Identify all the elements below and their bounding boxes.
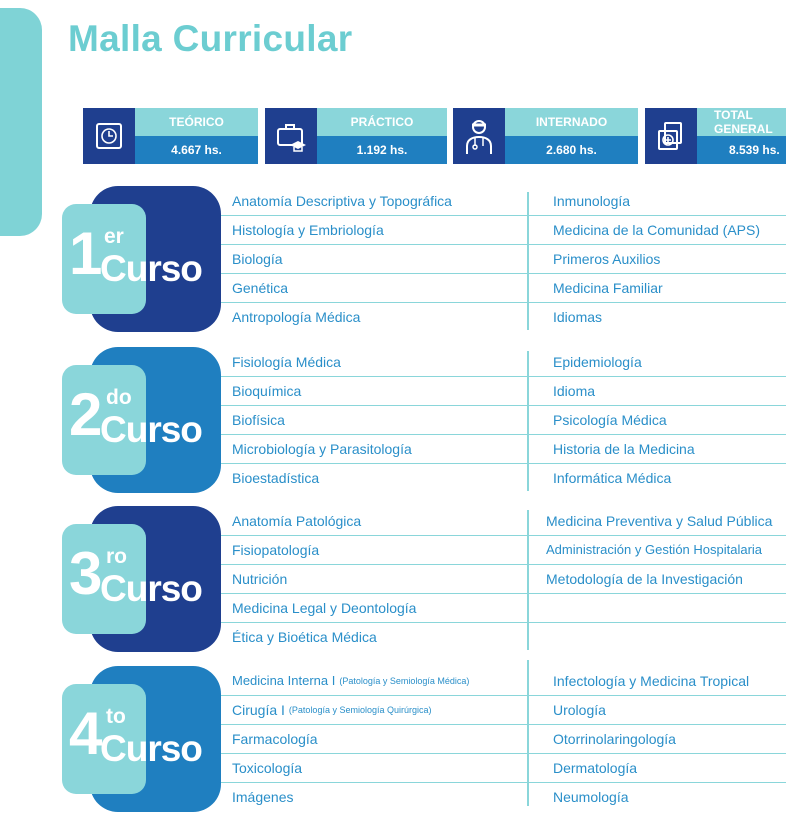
subject-left: Biología — [232, 250, 283, 267]
subject-right: Idioma — [553, 382, 596, 399]
course-label: Curso — [100, 568, 202, 609]
subject-right: Urología — [553, 701, 606, 718]
stat-value: 2.680 hs. — [505, 136, 638, 164]
subject-left: Anatomía Patológica — [232, 512, 362, 529]
subject-row — [221, 347, 786, 377]
page-title: Malla Curricular — [68, 18, 353, 59]
subject-right: Informática Médica — [553, 469, 672, 486]
subject-row — [221, 782, 786, 812]
subject-row — [221, 302, 786, 332]
subject-row — [221, 186, 786, 216]
subject-left: Nutrición — [232, 570, 288, 587]
subject-left: Biofísica — [232, 411, 285, 428]
subject-left: Antropología Médica — [232, 308, 361, 325]
subject-row — [221, 273, 786, 303]
subject-row — [221, 564, 786, 594]
course-label: Curso — [100, 409, 202, 450]
course-label: Curso — [100, 728, 202, 769]
subject-row — [221, 244, 786, 274]
subject-left: Fisiología Médica — [232, 353, 341, 370]
stat-label: TEÓRICO — [135, 108, 258, 136]
medical-record-icon — [645, 108, 697, 164]
stat-value: 8.539 hs. — [697, 136, 786, 164]
course-suffix: to — [106, 705, 126, 728]
subject-row — [221, 666, 786, 696]
subject-row — [221, 463, 786, 493]
subject-left: Anatomía Descriptiva y Topográfica — [232, 192, 452, 209]
subject-right: Historia de la Medicina — [553, 440, 695, 457]
stat-label: INTERNADO — [505, 108, 638, 136]
subject-left: Toxicología — [232, 759, 303, 776]
subject-right: Medicina Preventiva y Salud Pública — [546, 512, 773, 529]
subject-row — [221, 506, 786, 536]
course-3-section — [0, 506, 786, 652]
stat-label: PRÁCTICO — [317, 108, 447, 136]
stat-teorico — [83, 108, 258, 164]
stat-total-general — [645, 108, 786, 164]
doctor-icon — [453, 108, 505, 164]
subject-row — [221, 695, 786, 725]
course-number: 4 — [69, 700, 100, 767]
course-suffix: ro — [106, 545, 127, 568]
course-number: 2 — [69, 381, 100, 448]
subject-row — [221, 376, 786, 406]
subject-left: Medicina Legal y Deontología — [232, 599, 417, 616]
course-label: Curso — [100, 248, 202, 289]
subject-right: Psicología Médica — [553, 411, 667, 428]
course-4-section — [0, 666, 786, 812]
subject-left: Ética y Bioética Médica — [232, 628, 377, 645]
course-suffix: do — [106, 386, 132, 409]
subject-left: Microbiología y Parasitología — [232, 440, 412, 457]
course-1-section — [0, 186, 786, 332]
subject-row — [221, 593, 786, 623]
course-number: 1 — [69, 220, 100, 287]
subject-left: Bioestadística — [232, 469, 320, 486]
subject-right: Inmunología — [553, 192, 631, 209]
subject-row — [221, 434, 786, 464]
subject-row — [221, 753, 786, 783]
subject-right: Medicina de la Comunidad (APS) — [553, 221, 760, 238]
subject-left: Farmacología — [232, 730, 318, 747]
subject-left: Cirugía I (Patología y Semiología Quirúrgica) — [232, 701, 432, 718]
clock-icon — [83, 108, 135, 164]
subject-row — [221, 622, 786, 652]
course-2-section — [0, 347, 786, 493]
subject-left: Fisiopatología — [232, 541, 320, 558]
stat-practico — [265, 108, 447, 164]
subject-left: Bioquímica — [232, 382, 302, 399]
subject-left: Imágenes — [232, 788, 294, 805]
subject-right: Neumología — [553, 788, 629, 805]
subject-right: Idiomas — [553, 308, 603, 325]
subject-right: Medicina Familiar — [553, 279, 663, 296]
subject-right: Otorrinolaringología — [553, 730, 676, 747]
subject-right: Primeros Auxilios — [553, 250, 661, 267]
stat-internado — [453, 108, 638, 164]
subject-right: Epidemiología — [553, 353, 642, 370]
subject-row — [221, 724, 786, 754]
subject-row — [221, 535, 786, 565]
subject-left: Histología y Embriología — [232, 221, 384, 238]
stat-value: 4.667 hs. — [135, 136, 258, 164]
subject-row — [221, 405, 786, 435]
course-suffix: er — [104, 225, 124, 248]
subject-left: Medicina Interna I (Patología y Semiología Médica) — [232, 673, 470, 688]
subject-right: Administración y Gestión Hospitalaria — [546, 542, 763, 557]
subject-right: Infectología y Medicina Tropical — [553, 672, 750, 689]
stat-label: TOTAL GENERAL — [697, 108, 786, 136]
subject-right: Dermatología — [553, 759, 638, 776]
subject-right: Metodología de la Investigación — [546, 570, 743, 587]
subject-row — [221, 215, 786, 245]
briefcase-graduation-icon — [265, 108, 317, 164]
stat-value: 1.192 hs. — [317, 136, 447, 164]
course-number: 3 — [69, 540, 100, 607]
subject-left: Genética — [232, 279, 289, 296]
